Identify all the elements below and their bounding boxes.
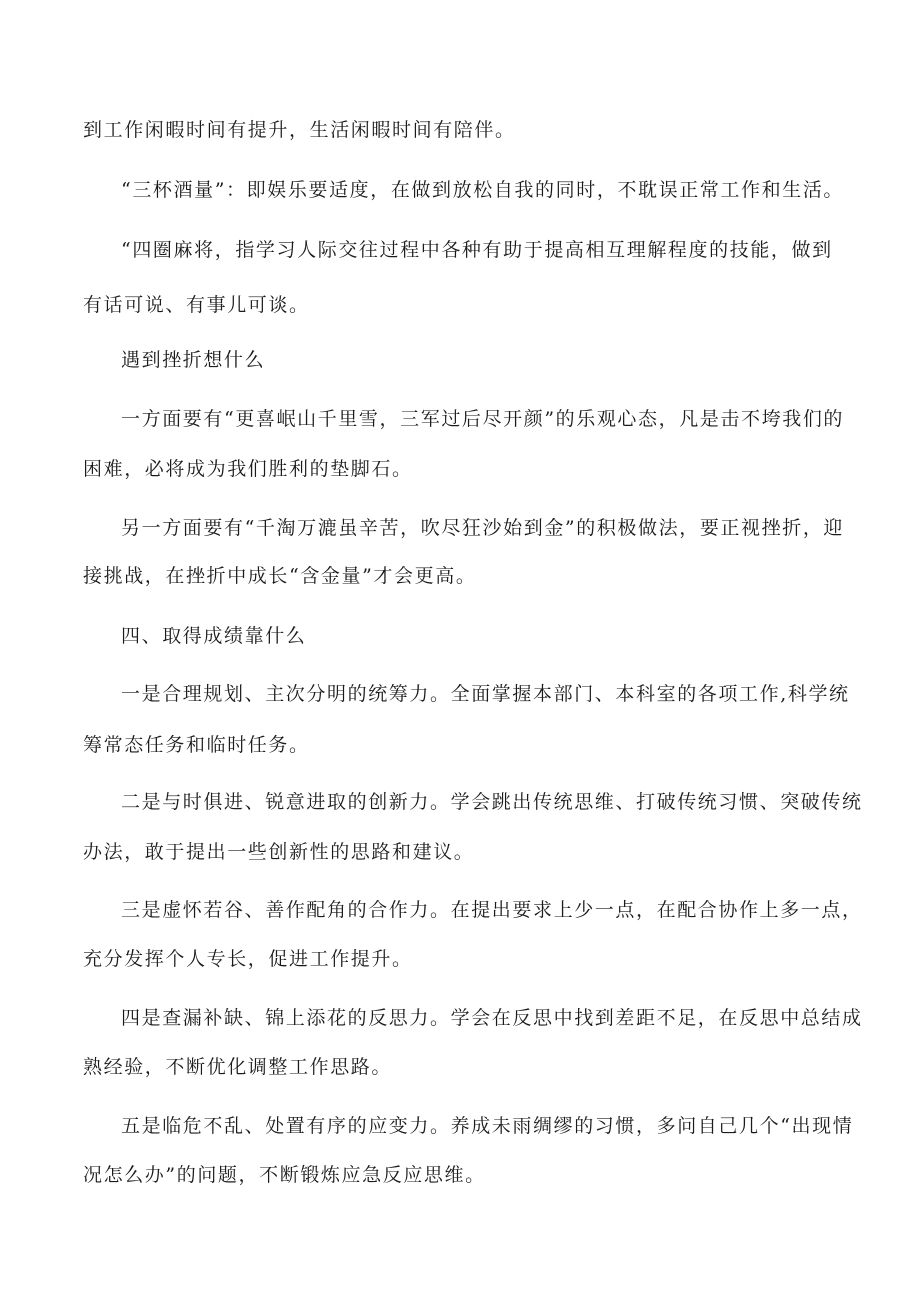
text-line: 另一方面要有“千淘万漉虽辛苦，吹尽狂沙始到金”的积极做法，要正视挫折，迎 <box>121 517 845 539</box>
text-line: 熟经验，不断优化调整工作思路。 <box>83 1056 393 1078</box>
text-line: 到工作闲暇时间有提升，生活闲暇时间有陪伴。 <box>83 119 516 141</box>
section-heading: 遇到挫折想什么 <box>121 349 266 371</box>
text-line: 一方面要有“更喜岷山千里雪，三军过后尽开颜”的乐观心态，凡是击不垮我们的 <box>121 408 845 430</box>
text-line: “三杯酒量”：即娱乐要适度，在做到放松自我的同时，不耽误正常工作和生活。 <box>121 179 845 201</box>
text-line: 况怎么办”的问题，不断锻炼应急反应思维。 <box>83 1164 486 1186</box>
text-line: 二是与时俱进、锐意进取的创新力。学会跳出传统思维、打破传统习惯、突破传统 <box>121 791 863 813</box>
text-line: 困难，必将成为我们胜利的垫脚石。 <box>83 458 413 480</box>
text-line: 办法，敢于提出一些创新性的思路和建议。 <box>83 841 475 863</box>
text-line: 五是临危不乱、处置有序的应变力。养成未雨绸缪的习惯，多问自己几个“出现情 <box>121 1115 854 1137</box>
section-heading: 四、取得成绩靠什么 <box>121 625 307 647</box>
text-line: 一是合理规划、主次分明的统筹力。全面掌握本部门、本科室的各项工作,科学统 <box>121 683 850 705</box>
text-line: 三是虚怀若谷、善作配角的合作力。在提出要求上少一点，在配合协作上多一点， <box>121 899 863 921</box>
text-line: “四圈麻将，指学习人际交往过程中各种有助于提高相互理解程度的技能，做到 <box>121 239 833 261</box>
text-line: 有话可说、有事儿可谈。 <box>83 294 310 316</box>
text-line: 接挑战，在挫折中成长“含金量”才会更高。 <box>83 565 477 587</box>
text-line: 四是查漏补缺、锦上添花的反思力。学会在反思中找到差距不足，在反思中总结成 <box>121 1007 863 1029</box>
text-line: 筹常态任务和临时任务。 <box>83 734 310 756</box>
text-line: 充分发挥个人专长，促进工作提升。 <box>83 948 413 970</box>
